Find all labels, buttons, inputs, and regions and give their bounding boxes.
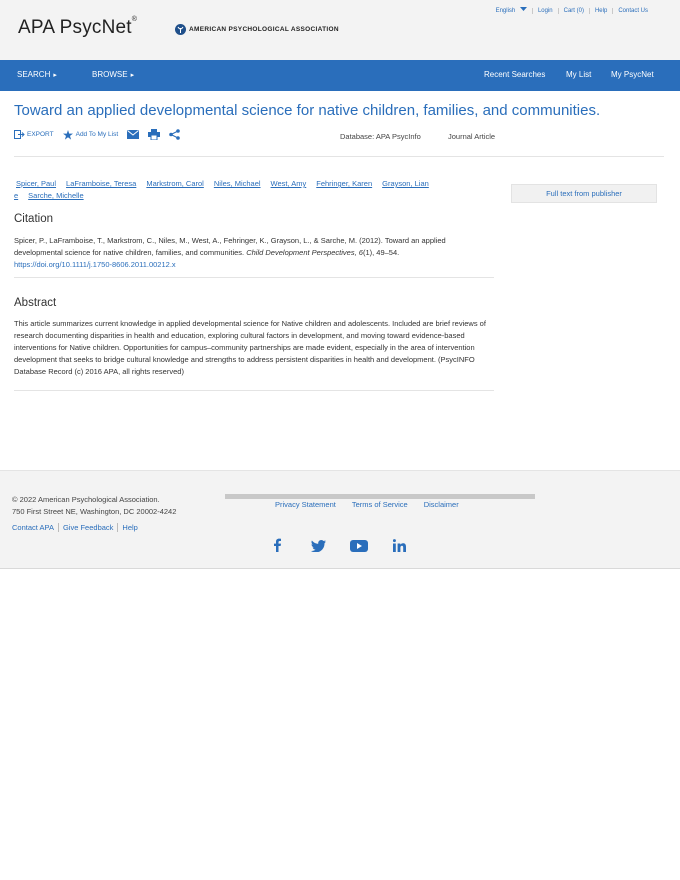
utility-nav bbox=[491, 7, 653, 14]
citation-volume: 6 bbox=[358, 248, 363, 257]
nav-recent-searches[interactable]: Recent Searches bbox=[484, 70, 546, 79]
export-button[interactable] bbox=[14, 130, 54, 139]
contact-apa-link[interactable]: Contact APA bbox=[12, 523, 54, 532]
language-label: English bbox=[495, 8, 516, 14]
doi-link[interactable]: https://doi.org/10.1111/j.1750-8606.2011.00212.x bbox=[14, 260, 176, 269]
footer-divider-bar bbox=[225, 494, 535, 499]
nav-search[interactable] bbox=[17, 70, 57, 79]
citation-journal: Child Development Perspectives, bbox=[246, 248, 357, 257]
youtube-icon[interactable] bbox=[350, 540, 368, 552]
legal-links bbox=[275, 500, 475, 509]
contact-link[interactable]: Contact Us bbox=[612, 8, 653, 14]
author-link[interactable]: Niles, Michael bbox=[213, 179, 261, 188]
main-nav bbox=[0, 60, 680, 91]
address-text: 750 First Street NE, Washington, DC 20002-4242 bbox=[12, 507, 177, 516]
record-toolbar bbox=[14, 129, 189, 140]
site-header bbox=[0, 0, 680, 61]
share-icon bbox=[169, 129, 180, 140]
chevron-down-icon bbox=[520, 7, 527, 12]
twitter-icon[interactable] bbox=[311, 540, 326, 552]
divider bbox=[14, 277, 494, 278]
abstract-text: This article summarizes current knowledge in applied developmental science for Native children and adolescents. Included are brief reviews of research documenting disparities in health and education, exploring cultural factors in development, and moving toward evidence-based interventions for Native children. Opportunities for campus–community partnerships are made evident, especially in the area of intervention development that seeks to bridge cultural knowledge and strengths to address persistent disparities in health and development. (PsycINFO Database Record (c) 2016 APA, all rights reserved) bbox=[14, 319, 486, 376]
export-label: EXPORT bbox=[27, 131, 54, 138]
citation-body: Spicer, P., LaFramboise, T., Markstrom, C., Niles, M., West, A., Fehringer, K., Grayson, L., & Sarche, M. (2012). Toward an applied developmental science for native children, families, and communities. bbox=[14, 236, 446, 257]
nav-browse-label: BROWSE bbox=[92, 70, 128, 79]
author-link[interactable]: LaFramboise, Teresa bbox=[66, 179, 137, 188]
nav-search-label: SEARCH bbox=[17, 70, 51, 79]
nav-browse[interactable] bbox=[92, 70, 134, 79]
full-text-button[interactable]: Full text from publisher bbox=[511, 184, 657, 203]
citation-heading: Citation bbox=[14, 213, 53, 225]
abstract-heading: Abstract bbox=[14, 297, 57, 309]
nav-my-list[interactable]: My List bbox=[566, 70, 592, 79]
logo-registered-mark: ® bbox=[131, 16, 138, 23]
footer-links bbox=[12, 523, 142, 532]
logo-text: APA PsycNet bbox=[18, 17, 132, 38]
login-link[interactable]: Login bbox=[532, 8, 558, 14]
apa-logo[interactable] bbox=[175, 24, 339, 35]
psycnet-logo[interactable] bbox=[18, 17, 137, 39]
chevron-right-icon: ▸ bbox=[53, 72, 57, 79]
star-icon bbox=[63, 130, 73, 140]
record-type: Journal Article bbox=[448, 132, 496, 141]
facebook-icon[interactable] bbox=[272, 538, 282, 552]
author-link[interactable]: Spicer, Paul bbox=[16, 179, 57, 188]
author-link[interactable]: Sarche, Michelle bbox=[28, 191, 84, 200]
apa-emblem-icon bbox=[175, 24, 186, 35]
author-link[interactable]: Fehringer, Karen bbox=[316, 179, 373, 188]
footer-help-link[interactable]: Help bbox=[117, 523, 141, 532]
site-footer bbox=[0, 470, 680, 569]
help-link[interactable]: Help bbox=[589, 8, 612, 14]
citation-pages: (1), 49–54. bbox=[362, 248, 400, 257]
author-list bbox=[14, 178, 489, 202]
chevron-right-icon: ▸ bbox=[130, 72, 135, 79]
author-link[interactable]: West, Amy bbox=[270, 179, 307, 188]
citation-text bbox=[14, 235, 484, 271]
email-button[interactable] bbox=[127, 130, 139, 139]
footer-copyright bbox=[12, 494, 176, 518]
cart-link[interactable]: Cart (0) bbox=[558, 8, 589, 14]
divider bbox=[14, 156, 664, 157]
linkedin-icon[interactable] bbox=[393, 539, 406, 552]
print-button[interactable] bbox=[148, 129, 160, 140]
author-link[interactable]: Markstrom, Carol bbox=[146, 179, 204, 188]
apa-org-name: AMERICAN PSYCHOLOGICAL ASSOCIATION bbox=[189, 26, 339, 33]
print-icon bbox=[148, 129, 160, 140]
give-feedback-link[interactable]: Give Feedback bbox=[58, 523, 117, 532]
disclaimer-link[interactable]: Disclaimer bbox=[423, 500, 459, 509]
database-label: Database: APA PsycInfo bbox=[340, 132, 421, 141]
terms-link[interactable]: Terms of Service bbox=[351, 500, 408, 509]
author-link[interactable]: e bbox=[14, 191, 19, 200]
export-icon bbox=[14, 130, 25, 139]
email-icon bbox=[127, 130, 139, 139]
copyright-text: © 2022 American Psychological Association. bbox=[12, 495, 160, 504]
privacy-link[interactable]: Privacy Statement bbox=[275, 500, 336, 509]
article-title: Toward an applied developmental science for native children, families, and communities. bbox=[14, 102, 601, 119]
divider bbox=[14, 390, 494, 391]
author-link[interactable]: Grayson, Lian bbox=[382, 179, 429, 188]
nav-my-psycnet[interactable]: My PsycNet bbox=[611, 70, 654, 79]
language-select[interactable] bbox=[491, 7, 532, 14]
add-to-list-button[interactable] bbox=[63, 130, 119, 140]
add-to-list-label: Add To My List bbox=[75, 131, 119, 138]
share-button[interactable] bbox=[169, 129, 180, 140]
